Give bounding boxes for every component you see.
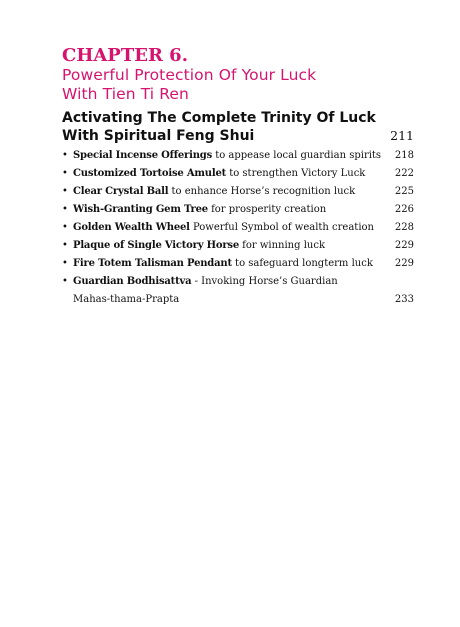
toc-item-description: to appease local guardian spirits [212,150,382,161]
toc-item-description: to safeguard longterm luck [231,258,373,269]
section-title-line-2: With Spiritual Feng Shui [62,128,255,144]
toc-item-description: - Invoking Horse’s Guardian [191,276,338,287]
toc-item-page: 229 [394,240,414,251]
bullet-icon: • [62,240,68,251]
toc-item-title: Customized Tortoise Amulet [73,168,227,179]
toc-item-page: 228 [394,222,414,233]
toc-item-description: to enhance Horse’s recognition luck [168,186,356,197]
toc-item-title: Wish-Granting Gem Tree [73,204,208,215]
toc-item-page: 218 [394,150,414,161]
bullet-icon: • [62,258,68,269]
toc-item-title: Fire Totem Talisman Pendant [73,258,232,269]
chapter-title-line-2: With Tien Ti Ren [62,85,189,103]
toc-item-description: Powerful Symbol of wealth creation [189,222,374,233]
toc-item [62,147,414,165]
toc-item-description: for winning luck [238,240,325,251]
bullet-icon: • [62,168,68,179]
toc-item-page: 233 [394,294,414,305]
bullet-icon: • [62,276,68,287]
toc-item-page: 222 [394,168,414,179]
table-of-contents [62,46,414,309]
toc-item-title: Clear Crystal Ball [73,186,169,197]
chapter-label: CHAPTER 6. [62,45,188,66]
toc-item-title: Golden Wealth Wheel [73,222,190,233]
bullet-icon: • [62,222,68,233]
toc-item-page: 226 [394,204,414,215]
section-page-number: 211 [390,128,414,143]
chapter-title [62,66,414,104]
toc-item-description: for prosperity creation [207,204,327,215]
toc-item [62,201,414,219]
bullet-icon: • [62,186,68,197]
toc-item [62,219,414,237]
toc-item-title: Special Incense Offerings [73,150,213,161]
toc-item-page: 225 [394,186,414,197]
toc-item [62,237,414,255]
toc-item [62,165,414,183]
toc-item-page: 229 [394,258,414,269]
toc-item [62,183,414,201]
toc-item-title: Guardian Bodhisattva [73,276,192,287]
section-title-row [62,127,414,145]
toc-item [62,255,414,273]
toc-item [62,273,414,309]
toc-item-description-line-2: Mahas-thama-Prapta [73,294,180,305]
section-heading [62,109,414,145]
chapter-title-line-1: Powerful Protection Of Your Luck [62,66,317,84]
section-title-line-1: Activating The Complete Trinity Of Luck [62,110,376,126]
bullet-icon: • [62,150,68,161]
toc-item-list [62,147,414,309]
toc-item-description: to strengthen Victory Luck [226,168,366,179]
bullet-icon: • [62,204,68,215]
toc-item-title: Plaque of Single Victory Horse [73,240,239,251]
